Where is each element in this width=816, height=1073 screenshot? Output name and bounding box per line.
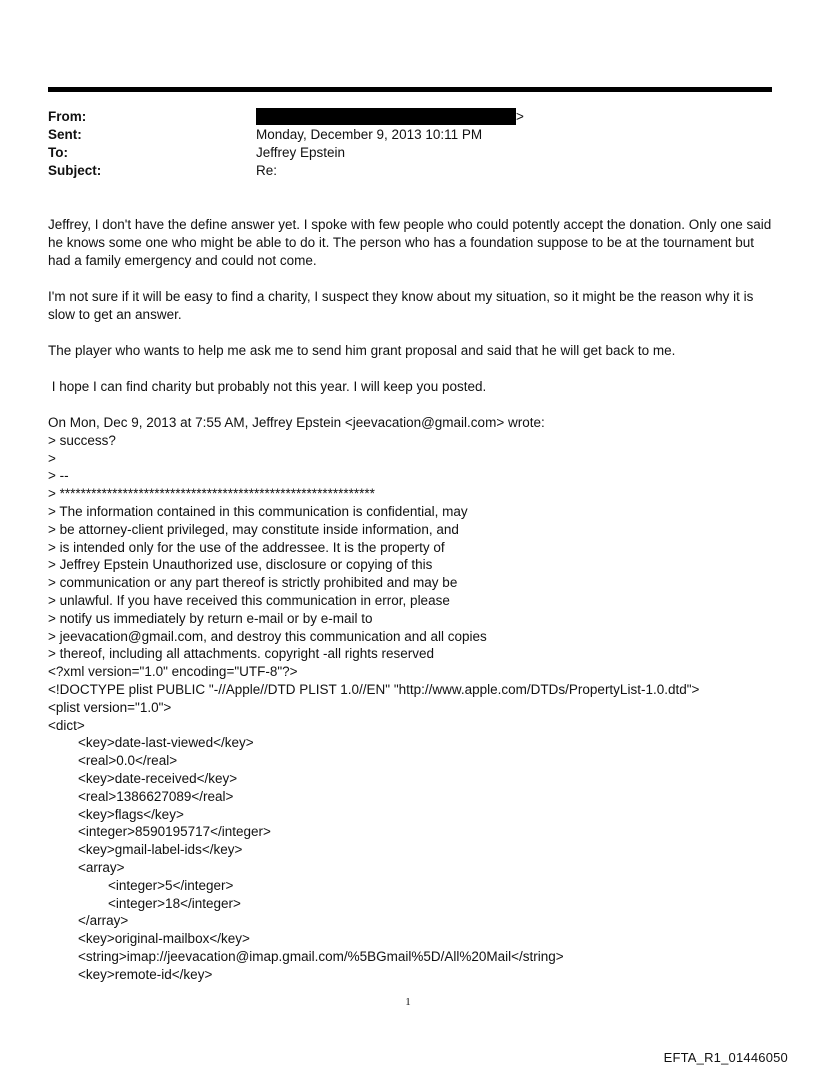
quoted-line: <key>date-last-viewed</key> (48, 735, 254, 751)
quoted-line: > The information contained in this communication is confidential, may (48, 503, 468, 519)
quoted-line: > Jeffrey Epstein Unauthorized use, disclosure or copying of this (48, 557, 433, 573)
subject-label: Subject: (48, 163, 102, 178)
header-rule (48, 87, 772, 92)
page-number: 1 (405, 996, 411, 1008)
quoted-line: <key>original-mailbox</key> (48, 931, 250, 947)
from-value (256, 108, 772, 126)
to-value: Jeffrey Epstein (256, 145, 346, 160)
sent-row (48, 126, 772, 144)
quoted-line: > (48, 450, 56, 466)
quoted-line: <string>imap://jeevacation@imap.gmail.com/%5BGmail%5D/All%20Mail</string> (48, 948, 564, 964)
body-paragraph: I hope I can find charity but probably not this year. I will keep you posted. (48, 379, 487, 394)
quoted-line: <real>0.0</real> (48, 753, 178, 769)
to-label: To: (48, 145, 68, 160)
bates-id: EFTA_R1_01446050 (663, 1050, 788, 1065)
quoted-line: > be attorney-client privileged, may constitute inside information, and (48, 521, 459, 537)
quoted-line: <plist version="1.0"> (48, 699, 172, 715)
quoted-line: > ************************************************************ (48, 486, 375, 502)
quoted-line: > success? (48, 432, 116, 448)
redaction-block (256, 108, 516, 125)
quoted-message (48, 414, 776, 984)
quoted-line: <integer>18</integer> (48, 895, 241, 911)
subject-value: Re: (256, 163, 278, 178)
to-row (48, 144, 772, 162)
quoted-line: <!DOCTYPE plist PUBLIC "-//Apple//DTD PLIST 1.0//EN" "http://www.apple.com/DTDs/PropertyList-1.0.dtd"> (48, 681, 700, 697)
quoted-line: <key>flags</key> (48, 806, 184, 822)
quoted-line: <integer>8590195717</integer> (48, 824, 271, 840)
quoted-line: <key>remote-id</key> (48, 966, 213, 982)
quoted-line: > communication or any part thereof is strictly prohibited and may be (48, 575, 458, 591)
quoted-line: > unlawful. If you have received this communication in error, please (48, 592, 450, 608)
quoted-line: <key>date-received</key> (48, 770, 238, 786)
email-header (48, 108, 772, 180)
subject-row (48, 162, 772, 180)
quoted-line: </array> (48, 913, 129, 929)
email-body (48, 216, 776, 984)
quoted-line: <dict> (48, 717, 85, 733)
quoted-line: > -- (48, 468, 69, 484)
body-paragraph: Jeffrey, I don't have the define answer yet. I spoke with few people who could potently accept the donation. Only one said he knows some one who might be able to do it. The person who has a foundation suppose to be at the tournament but had a family emergency and could not come. (48, 217, 772, 268)
body-paragraph: I'm not sure if it will be easy to find a charity, I suspect they know about my situation, so it might be the reason why it is slow to get an answer. (48, 289, 754, 322)
quoted-line: <real>1386627089</real> (48, 788, 234, 804)
from-suffix: > (516, 109, 524, 124)
from-label: From: (48, 109, 87, 124)
quoted-line: > jeevacation@gmail.com, and destroy this communication and all copies (48, 628, 487, 644)
sent-label: Sent: (48, 127, 82, 142)
quoted-line: <integer>5</integer> (48, 877, 234, 893)
from-row (48, 108, 772, 126)
quoted-line: > is intended only for the use of the addressee. It is the property of (48, 539, 445, 555)
body-paragraph: The player who wants to help me ask me to send him grant proposal and said that he will get back to me. (48, 343, 676, 358)
quoted-line: > notify us immediately by return e-mail or by e-mail to (48, 610, 373, 626)
quoted-line: <key>gmail-label-ids</key> (48, 842, 243, 858)
quoted-line: > thereof, including all attachments. copyright -all rights reserved (48, 646, 435, 662)
quoted-line: <?xml version="1.0" encoding="UTF-8"?> (48, 664, 298, 680)
quoted-line: <array> (48, 859, 125, 875)
quoted-line: On Mon, Dec 9, 2013 at 7:55 AM, Jeffrey Epstein <jeevacation@gmail.com> wrote: (48, 415, 545, 430)
sent-value: Monday, December 9, 2013 10:11 PM (256, 127, 483, 142)
